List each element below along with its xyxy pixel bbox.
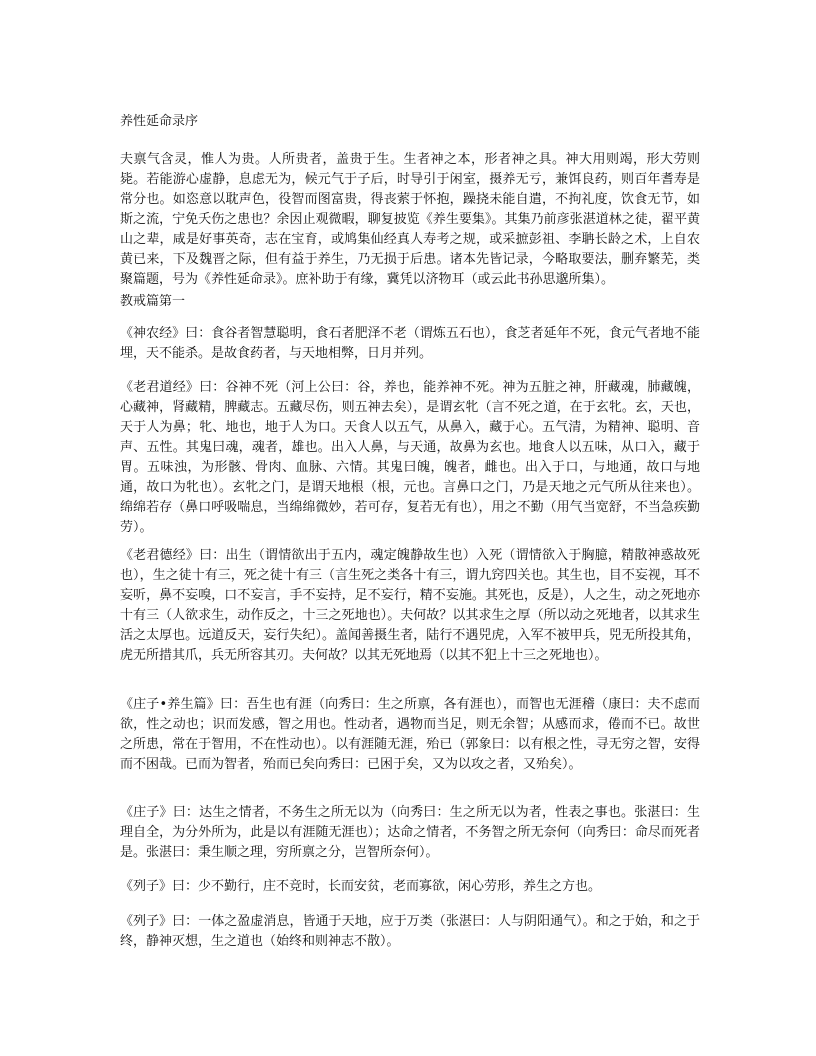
preface-paragraph: 夫禀气含灵，惟人为贵。人所贵者，盖贵于生。生者神之本，形者神之具。神大用则竭，形大劳则毙。若能游心虚静，息虑无为，候元气于子后，时导引于闲室，摄养无亏，兼饵良药，则百年耆寿是常分也。如恣意以耽声色，役智而图富贵，得丧萦于怀抱，躁挠未能自遣，不拘礼度，饮食无节，如斯之流，宁免夭伤之患也？余因止观微暇，聊复披览《养生要集》。其集乃前彦张湛道林之徒，翟平黄山之辈，咸是好事英奇，志在宝育，或鸠集仙经真人寿考之规，或采摭彭祖、李聃长龄之术，上自农黄已来，下及魏晋之际，但有益于养生，乃无损于后患。诸本先皆记录，今略取要法，删弃繁芜，类聚篇题，号为《养性延命录》。庶补助于有缘，冀凭以济物耳（或云此书孙思邈所集）。 bbox=[120, 152, 700, 287]
paragraph-laojun-daojing: 《老君道经》曰：谷神不死（河上公曰：谷，养也，能养神不死。神为五脏之神，肝藏魂，肺藏魄，心藏神，肾藏精，脾藏志。五藏尽伤，则五神去矣），是谓玄牝（言不死之道，在于玄牝。玄，天也，天于人为鼻；牝、地也，地于人为口。天食人以五气，从鼻入，藏于心。五气清，为精神、聪明、音声、五性。其鬼曰魂，魂者，雄也。出入人鼻，与天通，故鼻为玄也。地食人以五味，从口入，藏于胃。五味浊，为形骸、骨肉、血脉、六情。其鬼曰魄，魄者，雌也。出入于口，与地通，故口与地通，故口为牝也）。玄牝之门，是谓天地根（根，元也。言鼻口之门，乃是天地之元气所从往来也）。绵绵若存（鼻口呼吸喘息，当绵绵微妙，若可存，复若无有也），用之不勤（用气当宽舒，不当急疾勤劳）。 bbox=[120, 380, 700, 535]
paragraph-liezi-2: 《列子》曰：一体之盈虚消息，皆通于天地，应于万类（张湛曰：人与阴阳通气）。和之于始，和之于终，静神灭想，生之道也（始终和则神志不散）。 bbox=[120, 914, 700, 949]
paragraph-laojun-dejing: 《老君德经》曰：出生（谓情欲出于五内，魂定魄静故生也）入死（谓情欲入于胸臆，精散神惑故死也），生之徒十有三，死之徒十有三（言生死之类各十有三，谓九窍四关也。其生也，目不妄视，耳不妄听，鼻不妄嗅，口不妄言，手不妄持，足不妄行，精不妄施。其死也，反是），人之生，动之死地亦十有三（人欲求生，动作反之，十三之死地也）。夫何故？以其求生之厚（所以动之死地者，以其求生活之太厚也。远道反天，妄行失纪）。盖闻善摄生者，陆行不遇兕虎，入军不被甲兵，兕无所投其角，虎无所措其爪，兵无所容其刃。夫何故？以其无死地焉（以其不犯上十三之死地也）。 bbox=[120, 548, 700, 663]
paragraph-liezi-1: 《列子》曰：少不勤行，庄不竞时，长而安贫，老而寡欲，闲心劳形，养生之方也。 bbox=[120, 879, 602, 894]
document-title: 养性延命录序 bbox=[120, 114, 199, 129]
paragraph-zhuangzi-dasheng: 《庄子》曰：达生之情者，不务生之所无以为（向秀曰：生之所无以为者，性表之事也。张湛曰：生理自全，为分外所为，此是以有涯随无涯也）；达命之情者，不务智之所无奈何（向秀曰：命尽而死者是。张湛曰：秉生顺之理，穷所禀之分，岂智所奈何）。 bbox=[120, 805, 700, 860]
paragraph-shennong-jing: 《神农经》曰：食谷者智慧聪明，食石者肥泽不老（谓炼五石也），食芝者延年不死，食元气者地不能埋，天不能杀。是故食药者，与天地相弊，日月并列。 bbox=[120, 326, 700, 361]
chapter-title: 教戒篇第一 bbox=[120, 294, 186, 309]
paragraph-zhuangzi-yangsheng: 《庄子•养生篇》曰：吾生也有涯（向秀曰：生之所禀，各有涯也），而智也无涯稽（康曰：夫不虑而欲，性之动也；识而发感，智之用也。性动者，遇物而当足，则无余智；从感而求，倦而不已。故世之所患，常在于智用，不在性动也）。以有涯随无涯，殆已（郭象曰：以有根之性，寻无穷之智，安得而不困哉。已而为智者，殆而已矣向秀曰：已困于矣，又为以攻之者，又殆矣）。 bbox=[120, 697, 700, 772]
